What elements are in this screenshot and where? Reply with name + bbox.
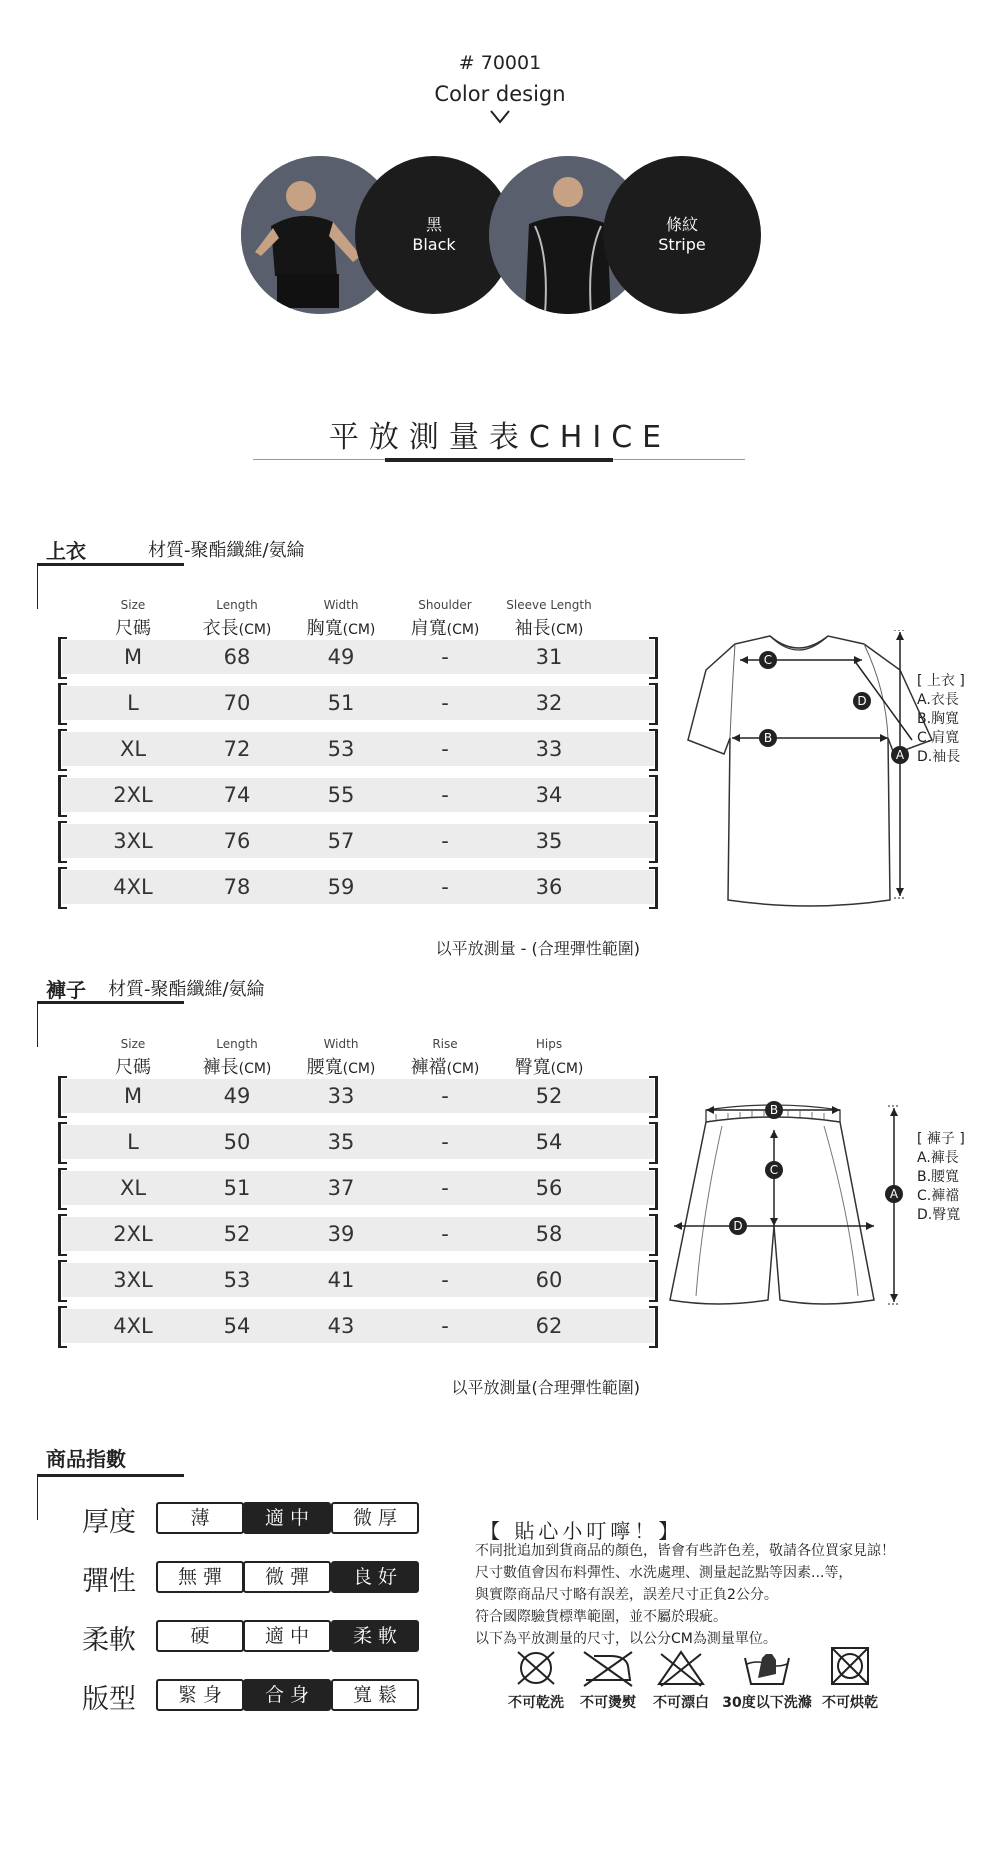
- table-cell: 55: [327, 783, 355, 807]
- top-section-title: 上衣: [46, 539, 86, 563]
- table-cell: L: [127, 691, 139, 715]
- no-iron-icon: [580, 1648, 636, 1688]
- marker-d: D: [729, 1217, 747, 1235]
- table-row: [62, 870, 654, 904]
- pants-measure-note: 以平放測量(合理彈性範圍): [451, 1378, 640, 1397]
- index-label: 柔軟: [82, 1625, 136, 1656]
- table-cell: -: [441, 1268, 449, 1292]
- table-cell: 72: [223, 737, 251, 761]
- index-option: 柔軟: [331, 1620, 419, 1652]
- table-cell: 32: [535, 691, 563, 715]
- no-dry-clean-icon: [514, 1648, 558, 1688]
- care-label: 30度以下洗滌: [722, 1695, 812, 1711]
- tip-line: 尺寸數值會因布料彈性、水洗處理、測量起訖點等因素...等，: [475, 1565, 853, 1581]
- table-cell: 60: [535, 1268, 563, 1292]
- title-underline-bar: [385, 458, 613, 462]
- table-cell: M: [123, 645, 143, 669]
- table-cell: L: [127, 1130, 139, 1154]
- index-label: 版型: [82, 1684, 136, 1715]
- wash-30-icon: [742, 1644, 792, 1688]
- table-cell: -: [441, 1130, 449, 1154]
- table-cell: 41: [327, 1268, 355, 1292]
- col-header-sleeve: Sleeve Length 袖長(CM): [506, 598, 592, 639]
- index-label: 彈性: [82, 1566, 136, 1597]
- table-row: [62, 1171, 654, 1205]
- table-cell: 37: [327, 1176, 355, 1200]
- table-cell: -: [441, 691, 449, 715]
- index-option: 寬鬆: [331, 1679, 419, 1711]
- table-cell: -: [441, 1314, 449, 1338]
- table-cell: 2XL: [113, 1222, 153, 1246]
- index-option: 適中: [243, 1502, 331, 1534]
- table-cell: XL: [119, 1176, 147, 1200]
- table-cell: 51: [327, 691, 355, 715]
- table-cell: 2XL: [113, 783, 153, 807]
- color-name-zh: 黑: [425, 215, 442, 234]
- marker-a: A: [885, 1185, 903, 1203]
- table-cell: 34: [535, 783, 563, 807]
- shorts-diagram: [662, 1096, 942, 1326]
- table-cell: -: [441, 829, 449, 853]
- no-tumble-dry-icon: [828, 1644, 872, 1688]
- table-cell: -: [441, 875, 449, 899]
- index-option: 緊身: [156, 1679, 244, 1711]
- table-cell: 33: [535, 737, 563, 761]
- table-cell: 4XL: [113, 1314, 153, 1338]
- index-option: 微彈: [243, 1561, 331, 1593]
- table-cell: 56: [535, 1176, 563, 1200]
- marker-a: A: [891, 746, 909, 764]
- pants-material: 材質-聚酯纖維/氨綸: [108, 979, 265, 1000]
- index-option: 適中: [243, 1620, 331, 1652]
- care-label: 不可漂白: [653, 1695, 709, 1711]
- table-cell: 35: [535, 829, 563, 853]
- care-label: 不可燙熨: [580, 1695, 636, 1711]
- table-cell: 54: [535, 1130, 563, 1154]
- color-name-en: Stripe: [658, 235, 706, 254]
- table-row: [62, 686, 654, 720]
- table-cell: 58: [535, 1222, 563, 1246]
- table-cell: 4XL: [113, 875, 153, 899]
- table-cell: 70: [223, 691, 251, 715]
- table-cell: XL: [119, 737, 147, 761]
- tips-title: 【 貼心小叮嚀！】: [480, 1519, 683, 1543]
- table-row: [62, 778, 654, 812]
- product-code: # 70001: [458, 52, 542, 74]
- tip-line: 符合國際驗貨標準範圍，並不屬於瑕疵。: [475, 1609, 727, 1625]
- table-cell: -: [441, 783, 449, 807]
- color-swatch-stripe[interactable]: [603, 156, 761, 314]
- table-cell: -: [441, 1084, 449, 1108]
- table-cell: 57: [327, 829, 355, 853]
- col-header-rise: Rise 褲襠(CM): [410, 1037, 480, 1078]
- table-cell: 53: [223, 1268, 251, 1292]
- marker-b: B: [765, 1101, 783, 1119]
- tip-line: 與實際商品尺寸略有誤差，誤差尺寸正負2公分。: [475, 1587, 778, 1603]
- table-cell: 53: [327, 737, 355, 761]
- product-index-title: 商品指數: [46, 1447, 126, 1471]
- col-header-width: Width 腰寬(CM): [306, 1037, 376, 1078]
- table-cell: 31: [535, 645, 563, 669]
- table-row: [62, 1125, 654, 1159]
- marker-b: B: [759, 729, 777, 747]
- table-row: [62, 640, 654, 674]
- table-cell: M: [123, 1084, 143, 1108]
- index-option: 無彈: [156, 1561, 244, 1593]
- no-bleach-icon: [655, 1648, 707, 1688]
- top-measure-note: 以平放測量 - (合理彈性範圍): [435, 939, 640, 958]
- index-option: 微厚: [331, 1502, 419, 1534]
- table-row: [62, 732, 654, 766]
- table-row: [62, 824, 654, 858]
- table-row: [62, 1217, 654, 1251]
- index-option: 硬: [156, 1620, 244, 1652]
- col-header-size: Size 尺碼: [115, 1037, 151, 1078]
- color-name-zh: 條紋: [665, 215, 698, 234]
- care-label: 不可乾洗: [508, 1695, 564, 1711]
- table-cell: 43: [327, 1314, 355, 1338]
- care-label: 不可烘乾: [822, 1695, 878, 1711]
- table-cell: 78: [223, 875, 251, 899]
- table-cell: 52: [223, 1222, 251, 1246]
- table-cell: 54: [223, 1314, 251, 1338]
- table-cell: 33: [327, 1084, 355, 1108]
- index-option: 良好: [331, 1561, 419, 1593]
- index-option: 薄: [156, 1502, 244, 1534]
- table-row: [62, 1263, 654, 1297]
- col-header-width: Width 胸寬(CM): [306, 598, 376, 639]
- table-cell: -: [441, 645, 449, 669]
- tip-line: 以下為平放測量的尺寸，以公分CM為測量單位。: [475, 1631, 777, 1647]
- top-material: 材質-聚酯纖維/氨綸: [148, 540, 305, 561]
- table-cell: 62: [535, 1314, 563, 1338]
- table-cell: 49: [327, 645, 355, 669]
- chevron-down-icon: [488, 108, 512, 126]
- tip-line: 不同批追加到貨商品的顏色，皆會有些許色差，敬請各位買家見諒！: [475, 1543, 895, 1559]
- color-design-label: Color design: [434, 82, 566, 106]
- table-cell: 68: [223, 645, 251, 669]
- marker-c: C: [765, 1161, 783, 1179]
- table-cell: 76: [223, 829, 251, 853]
- size-chart-title: 平放測量表CHICE: [328, 420, 672, 455]
- table-cell: 52: [535, 1084, 563, 1108]
- table-cell: 36: [535, 875, 563, 899]
- col-header-shoulder: Shoulder 肩寬(CM): [410, 598, 480, 639]
- marker-d: D: [853, 692, 871, 710]
- table-cell: 50: [223, 1130, 251, 1154]
- table-cell: 35: [327, 1130, 355, 1154]
- table-cell: -: [441, 1176, 449, 1200]
- marker-c: C: [759, 651, 777, 669]
- table-cell: 3XL: [113, 829, 153, 853]
- table-row: [62, 1309, 654, 1343]
- col-header-length: Length 褲長(CM): [202, 1037, 272, 1078]
- color-name-en: Black: [412, 235, 456, 254]
- table-cell: -: [441, 1222, 449, 1246]
- table-cell: 3XL: [113, 1268, 153, 1292]
- pants-section-title: 褲子: [46, 978, 86, 1002]
- col-header-length: Length 衣長(CM): [202, 598, 272, 639]
- table-row: [62, 1079, 654, 1113]
- table-cell: 74: [223, 783, 251, 807]
- index-label: 厚度: [82, 1507, 136, 1538]
- col-header-size: Size 尺碼: [115, 598, 151, 639]
- table-cell: 51: [223, 1176, 251, 1200]
- top-legend: [ 上衣 ] A.衣長 B.胸寬 C.肩寬 D.袖長: [917, 673, 965, 765]
- pants-legend: [ 褲子 ] A.褲長 B.腰寬 C.褲襠 D.臀寬: [917, 1131, 965, 1223]
- col-header-hips: Hips 臀寬(CM): [514, 1037, 584, 1078]
- table-cell: 39: [327, 1222, 355, 1246]
- table-cell: 59: [327, 875, 355, 899]
- index-option: 合身: [243, 1679, 331, 1711]
- table-cell: -: [441, 737, 449, 761]
- table-cell: 49: [223, 1084, 251, 1108]
